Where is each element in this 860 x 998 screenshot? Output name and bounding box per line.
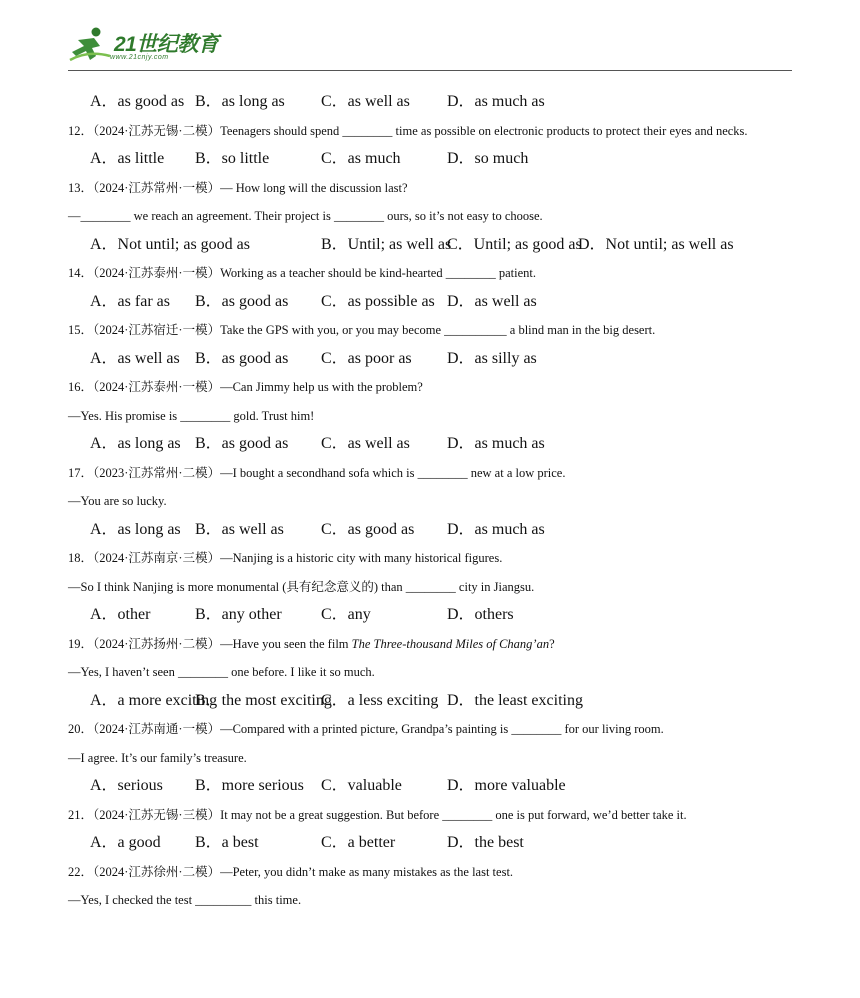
question-17-reply: —You are so lucky.	[68, 494, 167, 508]
question-17: 17．（2023·江苏常州·二模）—I bought a secondhand sofa which is ________ new at a low price.	[68, 465, 566, 480]
question-19-reply: —Yes, I haven’t seen ________ one before. I like it so much.	[68, 665, 375, 679]
question-list	[68, 88, 792, 915]
option-c: C．as well as	[321, 435, 410, 452]
options-row	[68, 772, 792, 801]
runner-logo-icon	[68, 26, 112, 66]
option-b: B．as good as	[195, 292, 289, 310]
option-a: A．as long as	[90, 520, 181, 538]
option-b: B．a best	[195, 834, 259, 851]
option-b: B．as good as	[195, 435, 289, 452]
option-d: D．as well as	[447, 292, 537, 310]
option-a: A．a more exciting	[90, 691, 218, 709]
option-a: A．as long as	[90, 435, 181, 452]
question-13: 13．（2024·江苏常州·一模）— How long will the discussion last?	[68, 180, 408, 195]
option-b: B．more serious	[195, 777, 304, 794]
question-20: 20．（2024·江苏南通·一模）—Compared with a printed picture, Grandpa’s painting is ________ for our living room.	[68, 722, 664, 736]
options-row	[68, 231, 792, 260]
option-d: D．the best	[447, 834, 524, 851]
option-a: A．Not until; as good as	[90, 235, 250, 253]
option-a: A．as well as	[90, 349, 180, 367]
option-a: A．as good as	[90, 93, 185, 110]
options-row	[68, 430, 792, 459]
header-divider	[68, 70, 792, 71]
logo-brand-text: 21世纪教育	[114, 33, 219, 56]
options-row	[68, 829, 792, 858]
question-15: 15．（2024·江苏宿迁·一模）Take the GPS with you, or you may become __________ a blind man in the big desert.	[68, 323, 656, 337]
option-d: D．the least exciting	[447, 691, 583, 709]
options-row	[68, 88, 792, 117]
option-a: A．a good	[90, 834, 161, 851]
question-16-reply: —Yes. His promise is ________ gold. Trust him!	[68, 408, 315, 423]
option-b: B．Until; as well as	[321, 235, 452, 253]
option-a: A．as little	[90, 150, 165, 167]
option-b: B．any other	[195, 606, 282, 623]
option-c: C．as well as	[321, 93, 410, 110]
question-21: 21．（2024·江苏无锡·三模）It may not be a great suggestion. But before ________ one is put forward, we’d better take it.	[68, 807, 687, 822]
option-d: D．as much as	[447, 435, 545, 452]
option-d: D．as much as	[447, 93, 545, 110]
options-row	[68, 516, 792, 545]
option-d: D．Not until; as well as	[578, 235, 734, 253]
option-c: C．as poor as	[321, 349, 412, 367]
question-12: 12．（2024·江苏无锡·二模）Teenagers should spend ________ time as possible on electronic products to protect their eyes and necks.	[68, 123, 748, 138]
option-b: B．as good as	[195, 349, 289, 367]
page-header	[68, 26, 792, 74]
option-c: C．Until; as good as	[447, 235, 582, 253]
logo-url-text: www.21cnjy.com	[110, 54, 169, 61]
option-b: B．so little	[195, 150, 270, 167]
option-d: D．as silly as	[447, 349, 537, 367]
option-b: B．as well as	[195, 520, 284, 538]
option-a: A．serious	[90, 777, 163, 794]
option-b: B．as long as	[195, 93, 285, 110]
question-19-end: ?	[549, 636, 555, 651]
question-22: 22．（2024·江苏徐州·二模）—Peter, you didn’t make as many mistakes as the last test.	[68, 864, 514, 879]
options-row	[68, 687, 792, 716]
option-c: C．as good as	[321, 520, 415, 538]
question-14: 14．（2024·江苏泰州·一模）Working as a teacher should be kind-hearted ________ patient.	[68, 266, 536, 280]
question-20-reply: —I agree. It’s our family’s treasure.	[68, 750, 247, 765]
question-16: 16．（2024·江苏泰州·一模）—Can Jimmy help us with the problem?	[68, 380, 423, 394]
options-row	[68, 601, 792, 630]
options-row	[68, 145, 792, 174]
option-c: C．any	[321, 606, 371, 623]
option-c: C．as possible as	[321, 292, 435, 310]
option-c: C．a less exciting	[321, 691, 439, 709]
option-d: D．as much as	[447, 520, 545, 538]
film-title: The Three-thousand Miles of Chang’an	[351, 636, 550, 651]
question-19	[68, 630, 792, 659]
question-18: 18．（2024·江苏南京·三模）—Nanjing is a historic city with many historical figures.	[68, 551, 503, 565]
option-d: D．more valuable	[447, 777, 566, 794]
option-b: B．the most exciting	[195, 691, 332, 709]
question-18-reply: —So I think Nanjing is more monumental (具有纪念意义的) than ________ city in Jiangsu.	[68, 579, 535, 594]
option-d: D．so much	[447, 150, 529, 167]
option-c: C．valuable	[321, 777, 402, 794]
options-row	[68, 288, 792, 317]
option-c: C．as much	[321, 150, 401, 167]
question-22-reply: —Yes, I checked the test _________ this time.	[68, 893, 302, 907]
option-d: D．others	[447, 606, 514, 623]
question-13-reply: —________ we reach an agreement. Their project is ________ ours, so it’s not easy to choose.	[68, 209, 543, 223]
option-c: C．a better	[321, 834, 396, 851]
options-row	[68, 345, 792, 374]
option-a: A．as far as	[90, 292, 170, 310]
option-a: A．other	[90, 606, 151, 623]
question-19-text: 19．（2024·江苏扬州·二模）—Have you seen the film	[68, 636, 352, 651]
logo	[68, 26, 218, 66]
